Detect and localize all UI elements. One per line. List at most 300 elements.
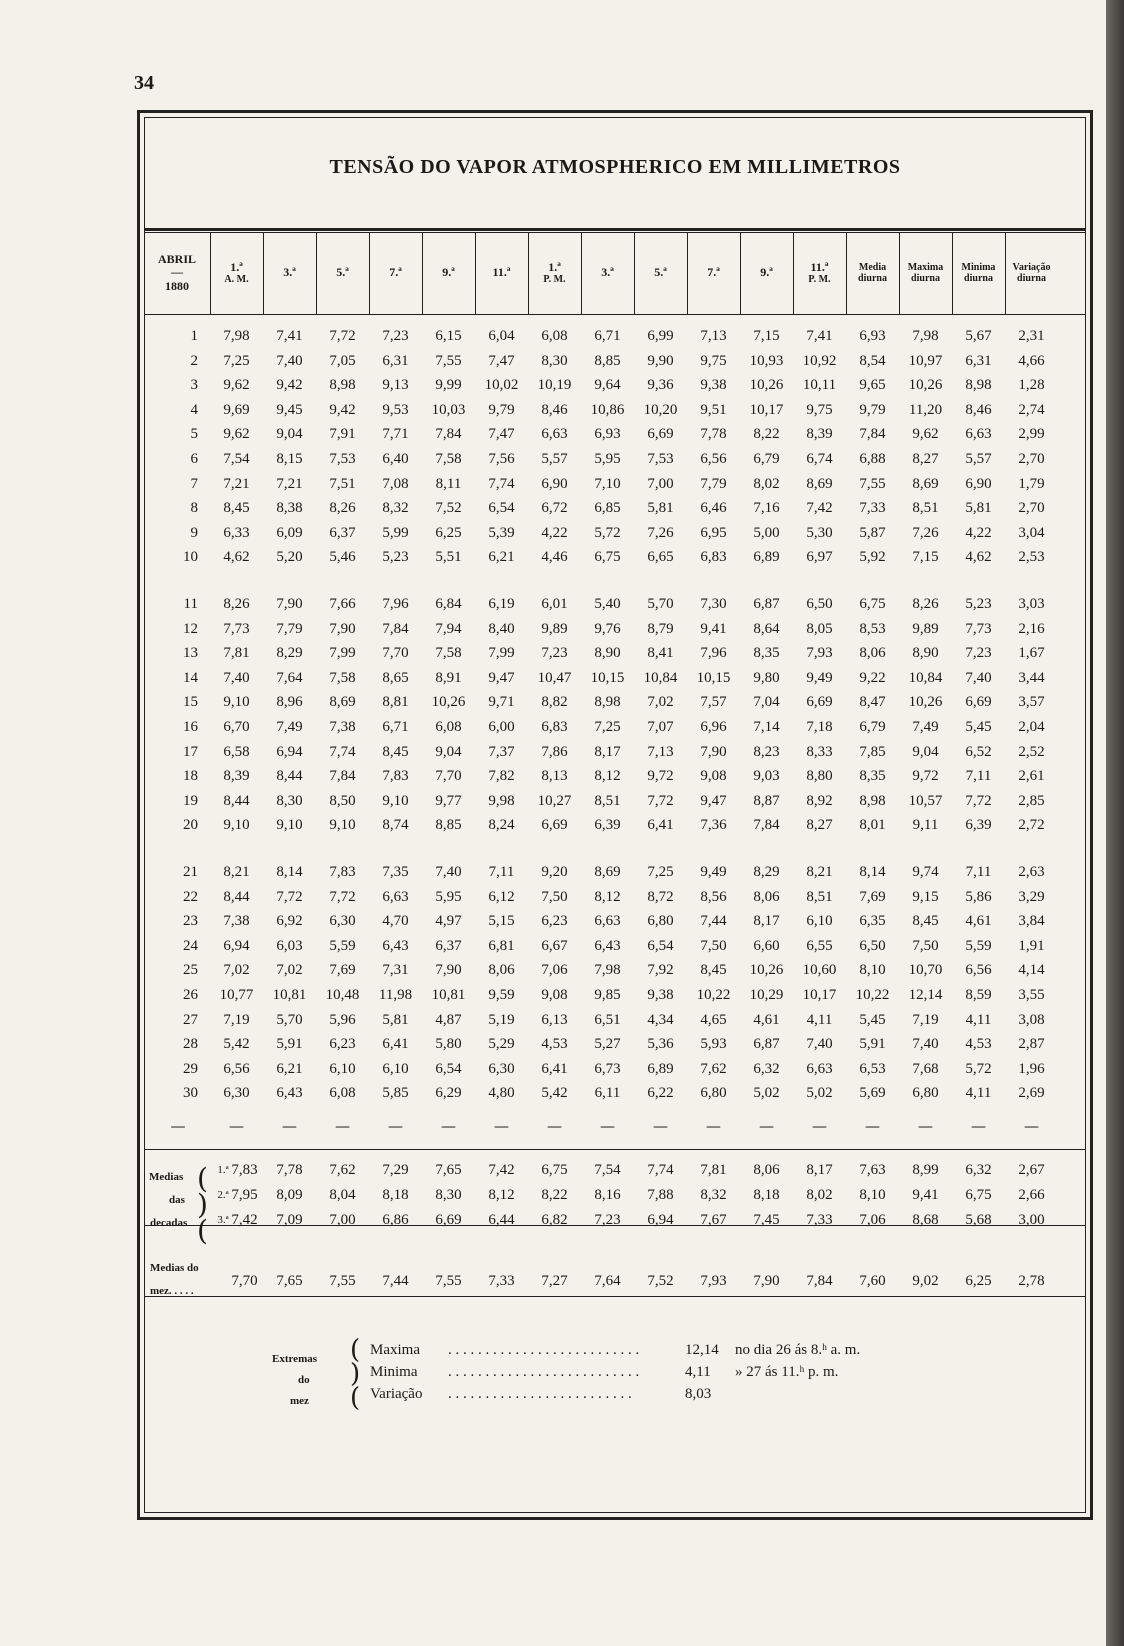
table-cell: 8,45: [382, 743, 409, 760]
table-cell: 6,93: [859, 328, 886, 344]
table-cell: 8,69: [594, 864, 621, 880]
table-cell: 10,02: [484, 377, 519, 394]
decade-mean-cell: 6,86: [382, 1212, 409, 1228]
table-cell: 5,29: [488, 1036, 515, 1053]
header-col-top: 11.ª: [492, 265, 511, 280]
header-col-4: [369, 232, 422, 314]
table-cell: 10,11: [802, 377, 837, 394]
table-cell: 7,99: [488, 645, 515, 662]
table-cell: 7,08: [382, 475, 409, 492]
table-cell: 1,28: [1018, 377, 1045, 394]
table-cell: 6,69: [965, 694, 992, 711]
table-cell: 6,31: [965, 352, 992, 369]
table-cell: 7,58: [329, 669, 356, 686]
table-cell: 6,09: [276, 524, 303, 541]
table-cell: 8,85: [594, 352, 621, 369]
table-cell: 6,80: [912, 1085, 939, 1102]
table-cell: 9,41: [700, 620, 727, 637]
table-cell: 6,31: [382, 352, 409, 369]
table-cell: 6,69: [647, 426, 674, 443]
table-cell: 6,37: [435, 937, 462, 954]
table-cell: 7,90: [276, 596, 303, 612]
table-cell: 7,25: [594, 719, 621, 735]
table-cell: 10,29: [749, 987, 784, 1003]
table-cell: 6,29: [435, 1085, 462, 1102]
extremes-rule-top: [144, 1296, 1086, 1297]
table-cell: 5,45: [965, 719, 992, 735]
table-cell: 9,64: [594, 377, 621, 394]
table-cell: 6,72: [541, 500, 568, 517]
extreme-detail: » 27 ás 11.ʰ p. m.: [735, 1364, 839, 1380]
month-mean-cell: 7,55: [435, 1273, 462, 1289]
table-cell: 6,08: [541, 328, 568, 344]
table-cell: 8,06: [488, 962, 515, 979]
table-cell: 2,63: [1018, 864, 1045, 880]
decade-mean-cell: 7,23: [594, 1212, 621, 1228]
table-cell: 6,01: [541, 596, 568, 612]
table-cell: 10,20: [643, 401, 678, 418]
table-cell: 10,60: [802, 962, 837, 979]
table-cell: 1,67: [1018, 645, 1045, 662]
table-cell: 7,25: [647, 864, 674, 880]
day-number: 26: [183, 987, 198, 1003]
table-cell: 4,65: [700, 1011, 727, 1028]
table-cell: 7,13: [700, 328, 727, 344]
table-cell: 6,79: [753, 451, 780, 467]
header-col-bottom: diurna: [858, 273, 887, 284]
header-col-15: [952, 232, 1005, 314]
table-cell: 5,02: [806, 1085, 833, 1102]
table-cell: 8,29: [753, 864, 780, 880]
table-cell: 6,30: [223, 1085, 250, 1102]
table-cell: 7,62: [700, 1060, 727, 1077]
day-number: 6: [190, 451, 198, 467]
table-cell: 8,82: [541, 694, 568, 711]
header-col-top: Minima: [961, 262, 996, 273]
table-cell: 8,47: [859, 694, 886, 711]
table-cell: 9,85: [594, 987, 621, 1003]
table-cell: 4,80: [488, 1085, 515, 1102]
table-cell: 2,31: [1018, 328, 1045, 344]
table-cell: 9,04: [276, 426, 303, 443]
table-cell: 10,26: [749, 377, 784, 394]
table-cell: 6,71: [382, 719, 409, 735]
table-cell: 9,49: [700, 864, 727, 880]
month-mean-cell: 7,33: [488, 1273, 515, 1289]
table-cell: 8,59: [965, 987, 992, 1003]
table-cell: 6,53: [859, 1060, 886, 1077]
decade-mean-cell: 7,29: [382, 1162, 409, 1178]
table-cell: 8,21: [806, 864, 833, 880]
table-cell: 6,92: [276, 913, 303, 930]
table-cell: 7,35: [382, 864, 409, 880]
table-cell: 9,20: [541, 864, 568, 880]
table-cell: 9,10: [223, 817, 250, 834]
table-cell: 8,54: [859, 352, 886, 369]
table-cell: 7,84: [382, 620, 409, 637]
table-cell: 9,03: [753, 768, 780, 785]
table-cell: 6,46: [700, 500, 727, 517]
table-cell: 6,67: [541, 937, 568, 954]
table-cell: 6,10: [329, 1060, 356, 1077]
table-cell: 6,41: [647, 817, 674, 834]
table-cell: 3,29: [1018, 888, 1045, 905]
table-cell: 7,66: [329, 596, 356, 612]
day-number: 20: [183, 817, 198, 834]
table-cell: 2,85: [1018, 792, 1045, 809]
table-cell: 7,72: [647, 792, 674, 809]
decade-mean-cell: 8,18: [753, 1187, 780, 1203]
table-cell: 5,70: [276, 1011, 303, 1028]
table-cell: 7,30: [700, 596, 727, 612]
table-cell: 9,36: [647, 377, 674, 394]
header-col-top: 9.ª: [442, 265, 455, 280]
table-cell: 8,91: [435, 669, 462, 686]
table-cell: 10,26: [431, 694, 466, 711]
table-cell: 4,11: [806, 1011, 833, 1028]
header-col-top: Maxima: [907, 262, 944, 273]
table-cell: 7,73: [223, 620, 250, 637]
table-cell: 6,95: [700, 524, 727, 541]
table-cell: 8,64: [753, 620, 780, 637]
table-cell: 6,33: [223, 524, 250, 541]
table-cell: 7,74: [488, 475, 515, 492]
extremes-label-1: Extremas: [272, 1353, 318, 1365]
decade-mean-cell: 8,17: [806, 1162, 833, 1178]
table-cell: 5,80: [435, 1036, 462, 1053]
dash-mark: —: [918, 1117, 933, 1135]
table-cell: 2,53: [1018, 549, 1045, 566]
table-cell: 5,96: [329, 1011, 356, 1028]
table-cell: 8,10: [859, 962, 886, 979]
table-cell: 6,56: [700, 451, 727, 467]
table-cell: 6,60: [753, 937, 780, 954]
table-cell: 9,49: [806, 669, 833, 686]
table-cell: 7,71: [382, 426, 409, 443]
table-cell: 7,94: [435, 620, 462, 637]
table-cell: 6,50: [806, 596, 833, 612]
dash-mark: —: [812, 1117, 827, 1135]
table-cell: 5,87: [859, 524, 886, 541]
table-cell: 6,90: [965, 475, 992, 492]
day-number: 2: [190, 352, 198, 369]
header-col-5: [422, 232, 475, 314]
table-cell: 5,23: [965, 596, 992, 612]
table-cell: 5,91: [859, 1036, 886, 1053]
table-cell: 10,84: [643, 669, 678, 686]
table-cell: 8,27: [806, 817, 833, 834]
day-number: 28: [183, 1036, 198, 1053]
decade-mean-cell: 8,09: [276, 1187, 303, 1203]
table-cell: 5,72: [594, 524, 621, 541]
table-cell: 7,72: [965, 792, 992, 809]
table-cell: 10,81: [272, 987, 307, 1003]
decade-mean-cell: 6,94: [647, 1212, 674, 1228]
table-cell: 9,04: [435, 743, 462, 760]
table-cell: 9,89: [541, 620, 568, 637]
table-cell: 8,46: [965, 401, 992, 418]
header-col-1: [210, 232, 263, 314]
table-cell: 3,57: [1018, 694, 1045, 711]
table-cell: 10,03: [431, 401, 466, 418]
decade-mean-cell: 2,66: [1018, 1187, 1045, 1203]
table-cell: 10,47: [537, 669, 572, 686]
table-cell: 6,70: [223, 719, 250, 735]
table-cell: 9,42: [329, 401, 356, 418]
month-mean-cell: 7,55: [329, 1273, 356, 1289]
table-cell: 7,54: [223, 451, 250, 467]
extreme-detail: no dia 26 ás 8.ʰ a. m.: [735, 1342, 861, 1358]
table-cell: 9,76: [594, 620, 621, 637]
table-cell: 6,89: [753, 549, 780, 566]
table-cell: 6,35: [859, 913, 886, 930]
decade-mean-cell: 7,67: [700, 1212, 727, 1228]
table-cell: 7,70: [382, 645, 409, 662]
table-cell: 7,11: [488, 864, 515, 880]
table-cell: 7,41: [806, 328, 833, 344]
table-cell: 5,42: [223, 1036, 250, 1053]
table-cell: 10,57: [908, 792, 943, 809]
decade-mean-cell: 7,95: [231, 1187, 258, 1203]
table-cell: 9,72: [647, 768, 674, 785]
table-cell: 6,83: [700, 549, 727, 566]
table-cell: 8,65: [382, 669, 409, 686]
table-cell: 10,15: [696, 669, 731, 686]
day-number: 8: [190, 500, 198, 517]
table-cell: 6,32: [753, 1060, 780, 1077]
table-cell: 6,87: [753, 596, 780, 612]
decade-label-1: Medias: [149, 1171, 184, 1183]
table-cell: 9,38: [647, 987, 674, 1003]
header-col-top: 5.ª: [654, 265, 667, 280]
table-cell: 8,06: [859, 645, 886, 662]
table-cell: 7,49: [276, 719, 303, 735]
table-cell: 7,79: [700, 475, 727, 492]
dash-mark: —: [229, 1117, 244, 1135]
day-number: 18: [183, 768, 198, 785]
table-cell: 10,22: [855, 987, 890, 1003]
table-cell: 9,79: [488, 401, 515, 418]
table-cell: 5,57: [541, 451, 568, 467]
table-cell: 5,81: [647, 500, 674, 517]
table-cell: 6,75: [594, 549, 621, 566]
table-cell: 7,15: [912, 549, 939, 566]
table-cell: 7,98: [594, 962, 621, 979]
month-mean-label-2: mez. . . . .: [150, 1285, 194, 1297]
header-col-bottom: P. M.: [808, 274, 831, 286]
table-cell: 6,63: [541, 426, 568, 443]
table-cell: 9,10: [223, 694, 250, 711]
dash-mark: —: [282, 1117, 297, 1135]
table-cell: 9,71: [488, 694, 515, 711]
header-year: 1880: [165, 278, 189, 293]
table-cell: 7,19: [223, 1011, 250, 1028]
table-cell: 5,00: [753, 524, 780, 541]
means-rule-top: [144, 1149, 1086, 1150]
table-cell: 7,50: [912, 937, 939, 954]
table-cell: 12,14: [908, 987, 943, 1003]
table-cell: 6,94: [276, 743, 303, 760]
table-cell: 8,26: [912, 596, 939, 612]
header-rule-bottom: [144, 314, 1086, 315]
table-cell: 8,79: [647, 620, 674, 637]
table-cell: 6,74: [806, 451, 833, 467]
decade-label-3: decadas: [150, 1217, 188, 1229]
month-mean-cell: 2,78: [1018, 1273, 1045, 1289]
decade-mean-cell: 6,75: [965, 1187, 992, 1203]
header-col-bottom: A. M.: [224, 274, 249, 286]
table-cell: 3,08: [1018, 1011, 1045, 1028]
dash-mark: —: [759, 1117, 774, 1135]
day-number: 25: [183, 962, 198, 979]
table-cell: 7,82: [488, 768, 515, 785]
table-cell: 4,66: [1018, 352, 1045, 369]
table-cell: 5,20: [276, 549, 303, 566]
table-cell: 8,15: [276, 451, 303, 467]
table-cell: 8,33: [806, 743, 833, 760]
month-mean-cell: 7,70: [231, 1273, 258, 1289]
table-cell: 9,80: [753, 669, 780, 686]
table-cell: 7,53: [329, 451, 356, 467]
day-number: 1: [190, 328, 198, 344]
table-cell: 6,30: [488, 1060, 515, 1077]
decade-mean-cell: 6,82: [541, 1212, 568, 1228]
table-cell: 10,84: [908, 669, 943, 686]
table-cell: 8,98: [329, 377, 356, 394]
table-cell: 7,72: [329, 328, 356, 344]
header-col-bottom: diurna: [911, 273, 940, 284]
header-col-top: 7.ª: [389, 265, 402, 280]
table-cell: 10,48: [325, 987, 360, 1003]
header-col-bottom: diurna: [1017, 273, 1046, 284]
table-cell: 7,68: [912, 1060, 939, 1077]
table-cell: 7,10: [594, 475, 621, 492]
table-cell: 9,98: [488, 792, 515, 809]
table-cell: 5,95: [594, 451, 621, 467]
header-col-7: [528, 232, 581, 314]
table-cell: 8,05: [806, 620, 833, 637]
table-cell: 8,30: [541, 352, 568, 369]
decade-mean-cell: 7,83: [231, 1162, 258, 1178]
table-cell: 8,46: [541, 401, 568, 418]
table-cell: 7,40: [276, 352, 303, 369]
table-cell: 2,74: [1018, 401, 1045, 418]
table-cell: 4,87: [435, 1011, 462, 1028]
table-cell: 7,06: [541, 962, 568, 979]
table-cell: 8,90: [912, 645, 939, 662]
table-cell: 6,87: [753, 1036, 780, 1053]
table-cell: 7,23: [382, 328, 409, 344]
header-col-16: [1005, 232, 1058, 314]
table-cell: 7,25: [223, 352, 250, 369]
month-mean-cell: 7,64: [594, 1273, 621, 1289]
table-cell: 6,88: [859, 451, 886, 467]
table-cell: 6,63: [594, 913, 621, 930]
table-cell: 7,50: [541, 888, 568, 905]
table-cell: 6,75: [859, 596, 886, 612]
table-cell: 5,59: [965, 937, 992, 954]
table-cell: 5,23: [382, 549, 409, 566]
decade-mean-cell: 8,30: [435, 1187, 462, 1203]
table-cell: 6,69: [806, 694, 833, 711]
table-cell: 1,96: [1018, 1060, 1045, 1077]
dash-mark: —: [1024, 1117, 1039, 1135]
decade-mean-cell: 7,06: [859, 1212, 886, 1228]
table-cell: 8,26: [329, 500, 356, 517]
day-number: 24: [183, 937, 198, 954]
day-number: 29: [183, 1060, 198, 1077]
table-cell: 9,99: [435, 377, 462, 394]
table-cell: 9,10: [382, 792, 409, 809]
table-cell: 7,79: [276, 620, 303, 637]
table-cell: 6,52: [965, 743, 992, 760]
table-cell: 7,07: [647, 719, 674, 735]
table-cell: 8,24: [488, 817, 515, 834]
table-cell: 2,87: [1018, 1036, 1045, 1053]
table-cell: 7,64: [276, 669, 303, 686]
table-cell: 7,72: [329, 888, 356, 905]
table-cell: 6,63: [806, 1060, 833, 1077]
table-cell: 4,61: [965, 913, 992, 930]
table-cell: 7,58: [435, 645, 462, 662]
month-mean-cell: 7,27: [541, 1273, 568, 1289]
table-cell: 9,77: [435, 792, 462, 809]
table-cell: 8,51: [912, 500, 939, 517]
table-cell: 9,65: [859, 377, 886, 394]
header-col-bottom: P. M.: [543, 274, 566, 286]
table-cell: 7,00: [647, 475, 674, 492]
table-cell: 8,44: [223, 792, 250, 809]
table-cell: 6,55: [806, 937, 833, 954]
table-cell: 7,55: [435, 352, 462, 369]
table-cell: 8,85: [435, 817, 462, 834]
table-cell: 8,29: [276, 645, 303, 662]
table-cell: 8,35: [859, 768, 886, 785]
table-cell: 5,86: [965, 888, 992, 905]
table-cell: 9,62: [223, 426, 250, 443]
table-cell: 4,14: [1018, 962, 1045, 979]
table-cell: 10,26: [908, 377, 943, 394]
extreme-value: 4,11: [685, 1364, 711, 1380]
day-number: 11: [183, 596, 198, 612]
table-cell: 7,33: [859, 500, 886, 517]
header-col-top: 1.ª: [230, 259, 243, 274]
table-cell: 10,92: [802, 352, 837, 369]
table-cell: 9,08: [700, 768, 727, 785]
table-cell: 7,21: [223, 475, 250, 492]
table-cell: 8,74: [382, 817, 409, 834]
table-cell: 9,04: [912, 743, 939, 760]
dash-mark: —: [971, 1117, 986, 1135]
table-cell: 4,34: [647, 1011, 674, 1028]
table-cell: 10,19: [537, 377, 572, 394]
table-cell: 11,20: [908, 401, 943, 418]
table-cell: 6,12: [488, 888, 515, 905]
table-cell: 7,55: [859, 475, 886, 492]
table-cell: 6,56: [223, 1060, 250, 1077]
month-mean-cell: 7,44: [382, 1273, 409, 1289]
header-col-bottom: diurna: [964, 273, 993, 284]
table-cell: 7,31: [382, 962, 409, 979]
decade-mean-cell: 8,12: [488, 1187, 515, 1203]
decade-mean-cell: 7,78: [276, 1162, 303, 1178]
table-cell: 1,91: [1018, 937, 1045, 954]
decade-mean-cell: 7,62: [329, 1162, 356, 1178]
table-cell: 8,50: [329, 792, 356, 809]
table-cell: 6,11: [594, 1085, 621, 1102]
decade-mean-cell: 7,42: [231, 1212, 258, 1228]
day-number: 3: [190, 377, 198, 394]
